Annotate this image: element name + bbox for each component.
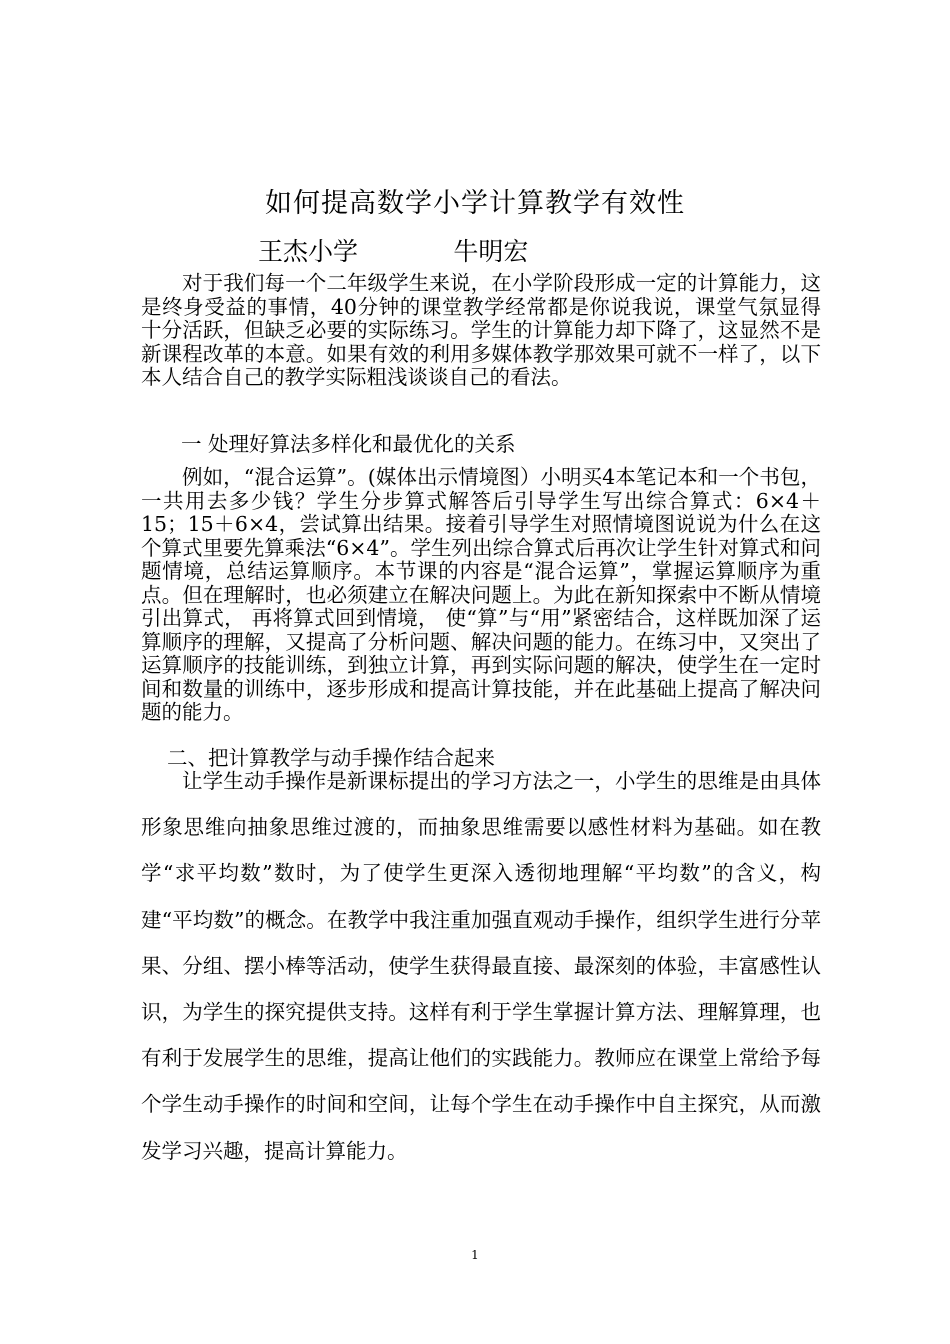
paragraph-intro: 对于我们每一个二年级学生来说，在小学阶段形成一定的计算能力，这是终身受益的事情，40分钟的课堂教学经常都是你说我说，课堂气氛显得十分活跃，但缺乏必要的实际练习。学生的计算能力却下降了，这显然不是新课程改革的本意。如果有效的利用多媒体教学那效果可就不一样了，以下本人结合自己的教学实际粗浅谈谈自己的看法。 — [141, 271, 821, 389]
paragraph-hands-on: 让学生动手操作是新课标提出的学习方法之一，小学生的思维是由具体形象思维向抽象思维过渡的，而抽象思维需要以感性材料为基础。如在教学“求平均数”数时，为了使学生更深入透彻地理解“平均数”的含义，构建“平均数”的概念。在教学中我注重加强直观动手操作，组织学生进行分苹果、分组、摆小棒等活动，使学生获得最直接、最深刻的体验，丰富感性认识，为学生的探究提供支持。这样有利于学生掌握计算方法、理解算理，也有利于发展学生的思维，提高让他们的实践能力。教师应在课堂上常给予每个学生动手操作的时间和空间，让每个学生在动手操作中自主探究，从而激发学习兴趣，提高计算能力。 — [141, 769, 821, 1163]
author-line: 王杰小学 牛明宏 — [258, 237, 529, 266]
section-heading-1: 一 处理好算法多样化和最优化的关系 — [181, 432, 516, 456]
paragraph-example: 例如，“混合运算”。(媒体出示情境图）小明买4本笔记本和一个书包，一共用去多少钱？学生分步算式解答后引导学生写出综合算式：6×4＋15；15＋6×4，尝试算出结果。接着引导学生对照情境图说说为什么在这个算式里要先算乘法“6×4”。学生列出综合算式后再次让学生针对算式和问题情境，总结运算顺序。本节课的内容是“混合运算”，掌握运算顺序为重点。但在理解时，也必须建立在解决问题上。为此在新知探索中不断从情境引出算式， 再将算式回到情境， 使“算”与“用”紧密结合，这样既加深了运算顺序的理解，又提高了分析问题、解决问题的能力。在练习中，又突出了运算顺序的技能训练，到独立计算，再到实际问题的解决，使学生在一定时间和数量的训练中，逐步形成和提高计算技能，并在此基础上提高了解决问题的能力。 — [141, 465, 821, 724]
page-number: 1 — [471, 1248, 479, 1262]
document-title: 如何提高数学小学计算教学有效性 — [265, 188, 685, 219]
section-heading-2: 二、把计算教学与动手操作结合起来 — [167, 746, 495, 770]
